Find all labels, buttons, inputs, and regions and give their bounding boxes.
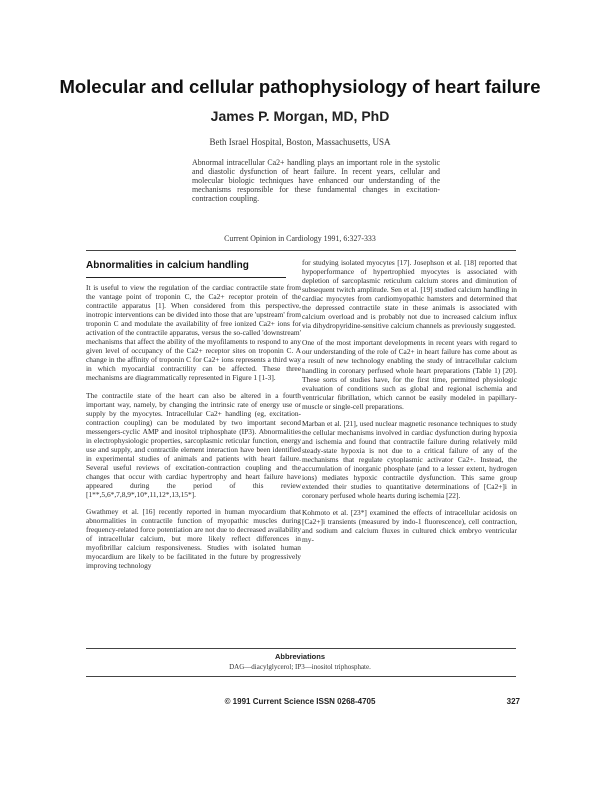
paragraph: Gwathmey et al. [16] recently reported in human myocardium that abnormalities in contractile function of myopathic muscles during frequency-related force potentiation are not due to decreased availability of intracellular calcium, but more likely reflect differences in myofibrillar calcium responsiveness. Studies with isolated human myocardium are likely to be facilitated in the future by progressively improving technology (86, 507, 301, 571)
abbreviations-divider (86, 648, 516, 649)
section-heading: Abnormalities in calcium handling (86, 260, 249, 271)
paragraph: Marban et al. [21], used nuclear magnetic resonance techniques to study the cellular mechanisms involved in cardiac dysfunction during hypoxia and ischemia and found that contractile failure during relatively mild steady-state hypoxia is not due to a critical failure of any of the mechanisms that regulate cytoplasmic activator Ca2+. Instead, the accumulation of inorganic phosphate (and to a lesser extent, hydrogen ions) mediates hypoxic contractile dysfunction. This same group extended their studies to quantitative determinations of [Ca2+]i in coronary perfused whole hearts during ischemia [22]. (302, 418, 517, 501)
paragraph: The contractile state of the heart can also be altered in a fourth important way, namely, by changing the intrinsic rate of energy use or supply by the myocytes. Intracellular Ca2+ handling (eg, excitation-contraction coupling) can be modulated by two important second messengers-cyclic AMP and inositol triphosphate (IP3). Abnormalities in electrophysiologic properties, sarcoplasmic reticular function, energy use and supply, and contractile element interaction have been identified in experimental studies of animals and patients with heart failure. Several useful reviews of excitation-contraction coupling and the changes that occur with cardiac hypertrophy and heart failure have appeared during the period of this review [1**,5,6*,7,8,9*,10*,11,12*,13,15*]. (86, 390, 301, 500)
journal-citation: Current Opinion in Cardiology 1991, 6:327-333 (224, 234, 376, 243)
section-heading-rule (86, 277, 286, 278)
paragraph: It is useful to view the regulation of the cardiac contractile state from the vantage point of troponin C, the Ca2+ receptor protein of the contractile apparatus [1]. When considered from this perspective, inotropic interventions can be divided into those that are 'upstream' from troponin C and modulate the availability of free ionized Ca2+ ions for activation of the contractile apparatus, versus the so-called 'downstream' mechanisms that affect the ability of the myofilaments to respond to any given level of occupancy of the Ca2+ receptor sites on troponin C. A change in the affinity of troponin C for Ca2+ ions represents a third way in which myocardial contractility can be affected. These three mechanisms are diagrammatically represented in Figure 1 [1-3]. (86, 283, 301, 383)
footer-divider (86, 676, 516, 677)
left-column (86, 259, 301, 578)
article-author: James P. Morgan, MD, PhD (210, 108, 390, 124)
article-abstract: Abnormal intracellular Ca2+ handling plays an important role in the systolic and diastolic dysfunction of heart failure. In recent years, cellular and molecular biologic techniques have enhanced our understanding of the mechanisms responsible for these fundamental changes in excitation-contraction coupling. (192, 158, 440, 203)
header-divider (86, 250, 516, 251)
paragraph: Kohmoto et al. [23*] examined the effects of intracellular acidosis on [Ca2+]i transients (measured by indo-1 fluorescence), cell contraction, and sodium and calcium fluxes in cultured chick embryo ventricular my- (302, 508, 517, 545)
author-affiliation: Beth Israel Hospital, Boston, Massachusetts, USA (209, 137, 391, 147)
article-title: Molecular and cellular pathophysiology of heart failure (59, 76, 541, 97)
abbreviations-text: DAG—diacylglycerol; IP3—inositol triphosphate. (229, 663, 371, 671)
right-column (302, 258, 517, 552)
abbreviations-title: Abbreviations (274, 652, 325, 661)
page-number: 327 (506, 697, 520, 706)
paragraph: One of the most important developments in recent years with regard to our understanding of the role of Ca2+ in heart failure has come about as a result of new technology enabling the study of intracellular calcium handling in coronary perfused whole heart preparations (Table 1) [20]. These sorts of studies have, for the first time, permitted physiologic evaluation of conditions such as global and regional ischemia and ventricular fibrillation, which cannot be easily modeled in papillary-muscle or single-cell preparations. (302, 338, 517, 411)
paragraph: for studying isolated myocytes [17]. Josephson et al. [18] reported that hypoperformance of hypertrophied myocytes is associated with depletion of sarcoplasmic reticulum calcium stores and diminution of subsequent twitch amplitude. Sen et al. [19] studied calcium handling in cardiac myocytes from cardiomyopathic hamsters and determined that the depressed contractile state in these animals is associated with calcium overload and is probably not due to increased calcium influx via dihydropyridine-sensitive calcium channels as previously suggested. (302, 258, 517, 331)
copyright-line: © 1991 Current Science ISSN 0268-4705 (224, 697, 376, 706)
